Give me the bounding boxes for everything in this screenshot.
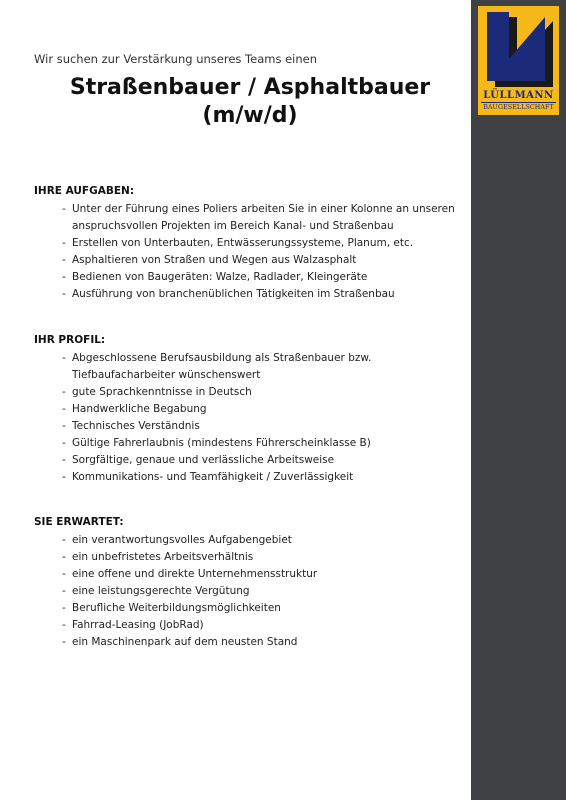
list-item: - Unter der Führung eines Poliers arbeiten Sie in einer Kolonne an unseren anspruchsvollen Projekten im Bereich Kanal- und Straßenbau [34, 201, 464, 235]
intro-text: Wir suchen zur Verstärkung unseres Teams einen [34, 52, 318, 66]
logo-subtitle: BAUGESELLSCHAFT [483, 104, 554, 111]
list-item: - Fahrrad-Leasing (JobRad) [34, 617, 464, 634]
section-heading: IHRE AUFGABEN: [34, 185, 135, 197]
list-item: - ein Maschinenpark auf dem neusten Stand [34, 634, 464, 651]
section-heading: SIE ERWARTET: [34, 516, 124, 528]
company-logo [478, 6, 559, 115]
list-item: - Ausführung von branchenüblichen Tätigkeiten im Straßenbau [34, 286, 464, 303]
job-title [34, 74, 466, 130]
list-item: - Abgeschlossene Berufsausbildung als Straßenbauer bzw. Tiefbaufacharbeiter wünschenswert [34, 350, 464, 384]
job-title-line-1: Straßenbauer / Asphaltbauer [69, 75, 431, 100]
profile-list [34, 350, 464, 486]
list-item: - Sorgfältige, genaue und verlässliche Arbeitsweise [34, 452, 464, 469]
list-item: - ein verantwortungsvolles Aufgabengebiet [34, 532, 464, 549]
list-item: - Kommunikations- und Teamfähigkeit / Zuverlässigkeit [34, 469, 464, 486]
logo-divider [481, 102, 556, 103]
list-item: - Handwerkliche Begabung [34, 401, 464, 418]
section-heading: IHR PROFIL: [34, 334, 106, 346]
job-title-line-2: (m/w/d) [202, 103, 298, 128]
list-item: - Gültige Fahrerlaubnis (mindestens Führerscheinklasse B) [34, 435, 464, 452]
section-profil [34, 334, 464, 486]
logo-l-mark-icon [481, 9, 556, 89]
list-item: - Erstellen von Unterbauten, Entwässerungssysteme, Planum, etc. [34, 235, 464, 252]
benefits-list [34, 532, 464, 651]
logo-name: LÜLLMANN [483, 90, 554, 101]
section-erwartet [34, 516, 464, 651]
right-sidebar [471, 0, 566, 800]
list-item: - ein unbefristetes Arbeitsverhältnis [34, 549, 464, 566]
list-item: - gute Sprachkenntnisse in Deutsch [34, 384, 464, 401]
list-item: - Asphaltieren von Straßen und Wegen aus Walzasphalt [34, 252, 464, 269]
list-item: - eine leistungsgerechte Vergütung [34, 583, 464, 600]
section-aufgaben [34, 185, 464, 303]
list-item: - eine offene und direkte Unternehmensstruktur [34, 566, 464, 583]
list-item: - Technisches Verständnis [34, 418, 464, 435]
list-item: - Bedienen von Baugeräten: Walze, Radlader, Kleingeräte [34, 269, 464, 286]
task-list [34, 201, 464, 303]
list-item: - Berufliche Weiterbildungsmöglichkeiten [34, 600, 464, 617]
